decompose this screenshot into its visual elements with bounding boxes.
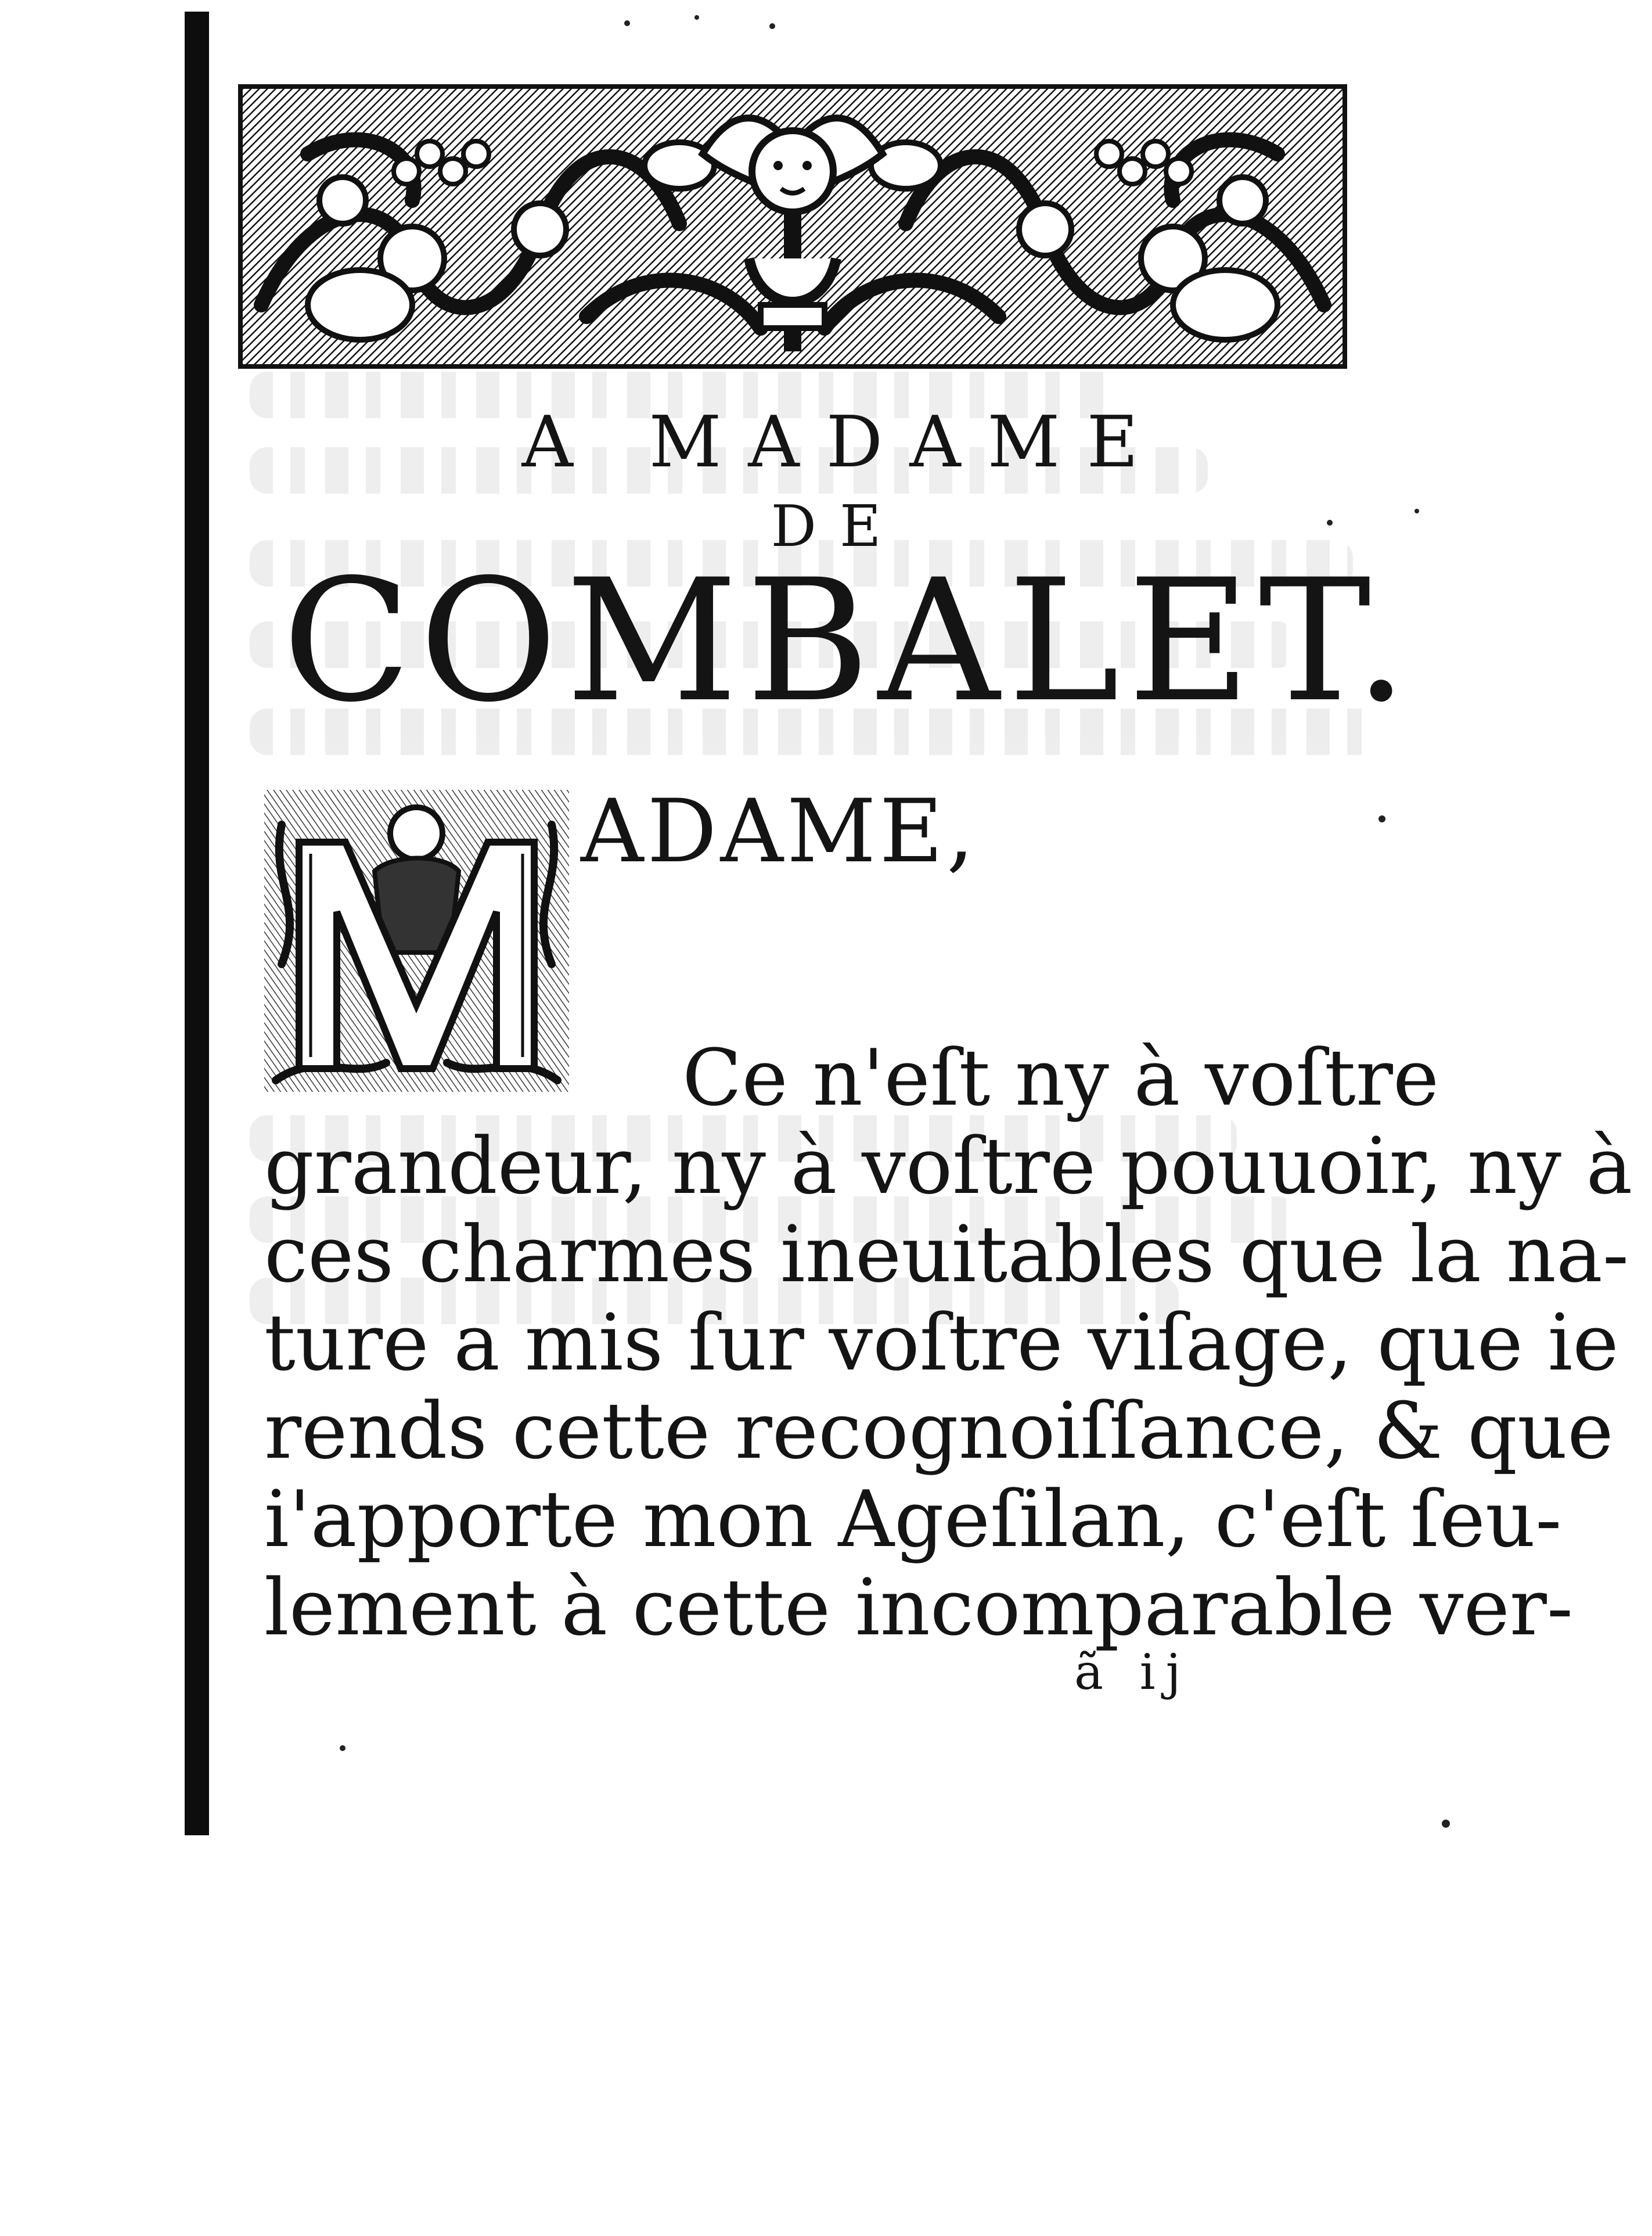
body-line: lement à cette incomparable ver- <box>264 1562 1574 1653</box>
ornamental-headpiece <box>238 84 1347 369</box>
body-line: ture a mis ſur voſtre viſage, que ie <box>264 1297 1619 1388</box>
body-paragraph <box>264 1033 1633 1653</box>
heading-line-name: COMBALET. <box>282 544 1416 739</box>
signature-mark: ã ij <box>1074 1644 1192 1701</box>
salutation-text: ADAME, <box>581 781 978 882</box>
heading-line-dedication: A MADAME <box>521 401 1165 483</box>
binding-edge <box>185 12 209 1835</box>
heading-line-particle: DE <box>771 494 905 560</box>
body-line: ces charmes ineuitables que la na- <box>264 1209 1629 1300</box>
body-line: grandeur, ny à voſtre pouuoir, ny à <box>264 1121 1633 1212</box>
body-line: Ce n'eſt ny à voſtre <box>682 1033 1439 1123</box>
headpiece-ornament-icon <box>238 84 1347 369</box>
body-line: i'apporte mon Ageſilan, c'eſt ſeu- <box>264 1474 1562 1565</box>
body-line: rends cette recognoiſſance, & que <box>264 1386 1614 1476</box>
